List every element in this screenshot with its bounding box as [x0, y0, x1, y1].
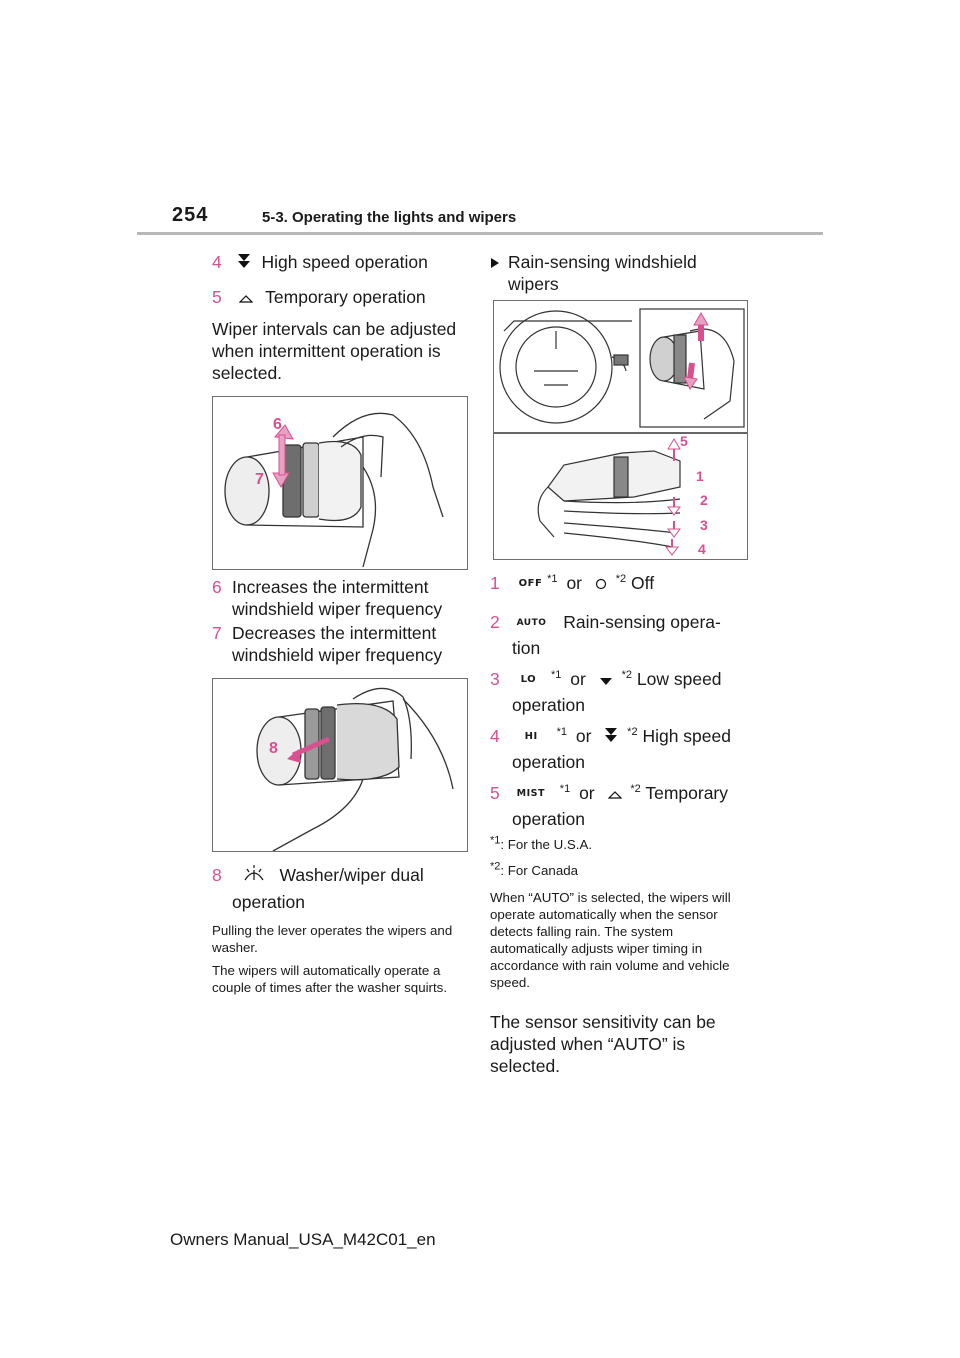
section-title: 5-3. Operating the lights and wipers [262, 209, 517, 226]
note-auto-selected: When “AUTO” is selected, the wipers will operate automatically when the sensor detects falling rain. The system automatically adjusts wiper timing in accordance with rain volume and vehicle speed. [490, 890, 731, 990]
item-7-decrease [212, 622, 222, 644]
lever-illustration [213, 397, 467, 569]
double-chevron-down-icon [237, 252, 251, 275]
figure-intermittent-adjust [212, 396, 468, 570]
rs-item-2-line2: tion [512, 638, 541, 658]
item-text: High speed [642, 726, 731, 746]
washer-lever-illustration [213, 679, 467, 851]
note-auto-operate: The wipers will automatically operate a couple of times after the washer squirts. [212, 963, 448, 995]
rs-item-1 [490, 572, 654, 595]
rs-item-3-line2: operation [512, 695, 585, 715]
item-number: 4 [212, 252, 222, 272]
washer-icon [243, 864, 265, 889]
fig-label-8: 8 [269, 740, 278, 757]
item-6-increase [212, 576, 222, 598]
heading-arrow [490, 251, 500, 274]
rs-item-5 [490, 782, 728, 805]
footer-manual-id: Owners Manual_USA_M42C01_en [170, 1230, 436, 1249]
item-text: Low speed [636, 669, 722, 689]
footnote-ref: *2 [630, 783, 641, 796]
item-text: High speed operation [261, 252, 428, 272]
mist-icon: MIST [516, 788, 545, 800]
item-number: 5 [212, 287, 222, 307]
footnote-ref: *1 [559, 783, 571, 796]
footnote-ref: *1 [556, 726, 567, 739]
item-8-washer [212, 864, 424, 889]
or-text: or [566, 573, 582, 593]
item-number: 2 [490, 612, 500, 632]
footnote-text: : For the U.S.A. [500, 837, 593, 852]
rs-item-5-line2: operation [512, 809, 585, 829]
mist-arrow-icon [608, 783, 622, 805]
rs-item-3 [490, 668, 722, 691]
mist-arrow-icon [239, 287, 253, 309]
heading-rain-sensing: Rain-sensing windshield wipers [508, 252, 697, 294]
footnote-mark: *1 [490, 834, 501, 847]
triangle-right-icon [490, 252, 500, 274]
fig-label-4: 4 [698, 541, 706, 557]
footnote-ref: *1 [547, 573, 558, 586]
item-text: Temporary [645, 783, 729, 803]
item-7-text: Decreases the intermittent windshield wiper frequency [232, 623, 443, 665]
auto-icon: AUTO [516, 618, 547, 629]
closing-paragraph: The sensor sensitivity can be adjusted when “AUTO” is selected. [490, 1012, 716, 1076]
or-text: or [579, 783, 595, 803]
figure-rain-sensing-lever [493, 300, 748, 560]
item-number: 3 [490, 669, 500, 689]
item-6-text: Increases the intermittent windshield wiper frequency [232, 577, 443, 619]
hi-icon: HI [524, 731, 538, 743]
item-5-temporary [212, 286, 426, 309]
item-number: 7 [212, 623, 222, 643]
lo-icon: LO [520, 674, 537, 686]
item-text: Rain-sensing opera- [563, 612, 721, 632]
fig-label-6: 6 [273, 416, 282, 433]
page-number: 254 [172, 204, 209, 226]
footnote-text: : For Canada [500, 863, 579, 878]
item-text: Washer/wiper dual [279, 865, 424, 886]
footnote-ref: *2 [621, 669, 633, 682]
or-text: or [570, 669, 586, 689]
item-4-high-speed [212, 251, 428, 275]
double-chevron-down-icon [604, 726, 618, 749]
item-text: Temporary operation [265, 287, 426, 307]
footnote-ref: *1 [551, 669, 562, 682]
rs-item-4-line2: operation [512, 752, 585, 772]
item-number: 4 [490, 726, 500, 746]
header-rule [137, 232, 823, 235]
item-number: 5 [490, 783, 500, 803]
off-icon: OFF [518, 578, 543, 590]
chevron-down-icon [599, 669, 613, 691]
or-text: or [575, 726, 592, 746]
fig-label-3: 3 [700, 517, 708, 533]
footnote-canada [490, 862, 578, 879]
fig-label-7: 7 [255, 471, 264, 488]
rain-sensing-illustration [494, 301, 747, 559]
item-number: 6 [212, 577, 222, 597]
footnote-mark: *2 [490, 860, 501, 873]
item-8-text-line2: operation [232, 892, 305, 912]
fig-label-1: 1 [696, 468, 704, 484]
fig-label-5: 5 [680, 433, 688, 449]
rs-item-4 [490, 725, 731, 749]
figure-washer-pull [212, 678, 468, 852]
rs-item-2 [490, 611, 721, 634]
off-circle-icon [595, 573, 607, 595]
item-number: 1 [490, 573, 500, 593]
footnote-usa [490, 836, 592, 853]
footnote-ref: *2 [627, 726, 638, 739]
intro-paragraph: Wiper intervals can be adjusted when intermittent operation is selected. [212, 319, 457, 383]
item-number: 8 [212, 865, 222, 886]
fig-label-2: 2 [700, 492, 708, 508]
item-text: Off [631, 573, 655, 593]
note-pulling-lever: Pulling the lever operates the wipers and washer. [212, 923, 453, 955]
footnote-ref: *2 [615, 573, 627, 586]
